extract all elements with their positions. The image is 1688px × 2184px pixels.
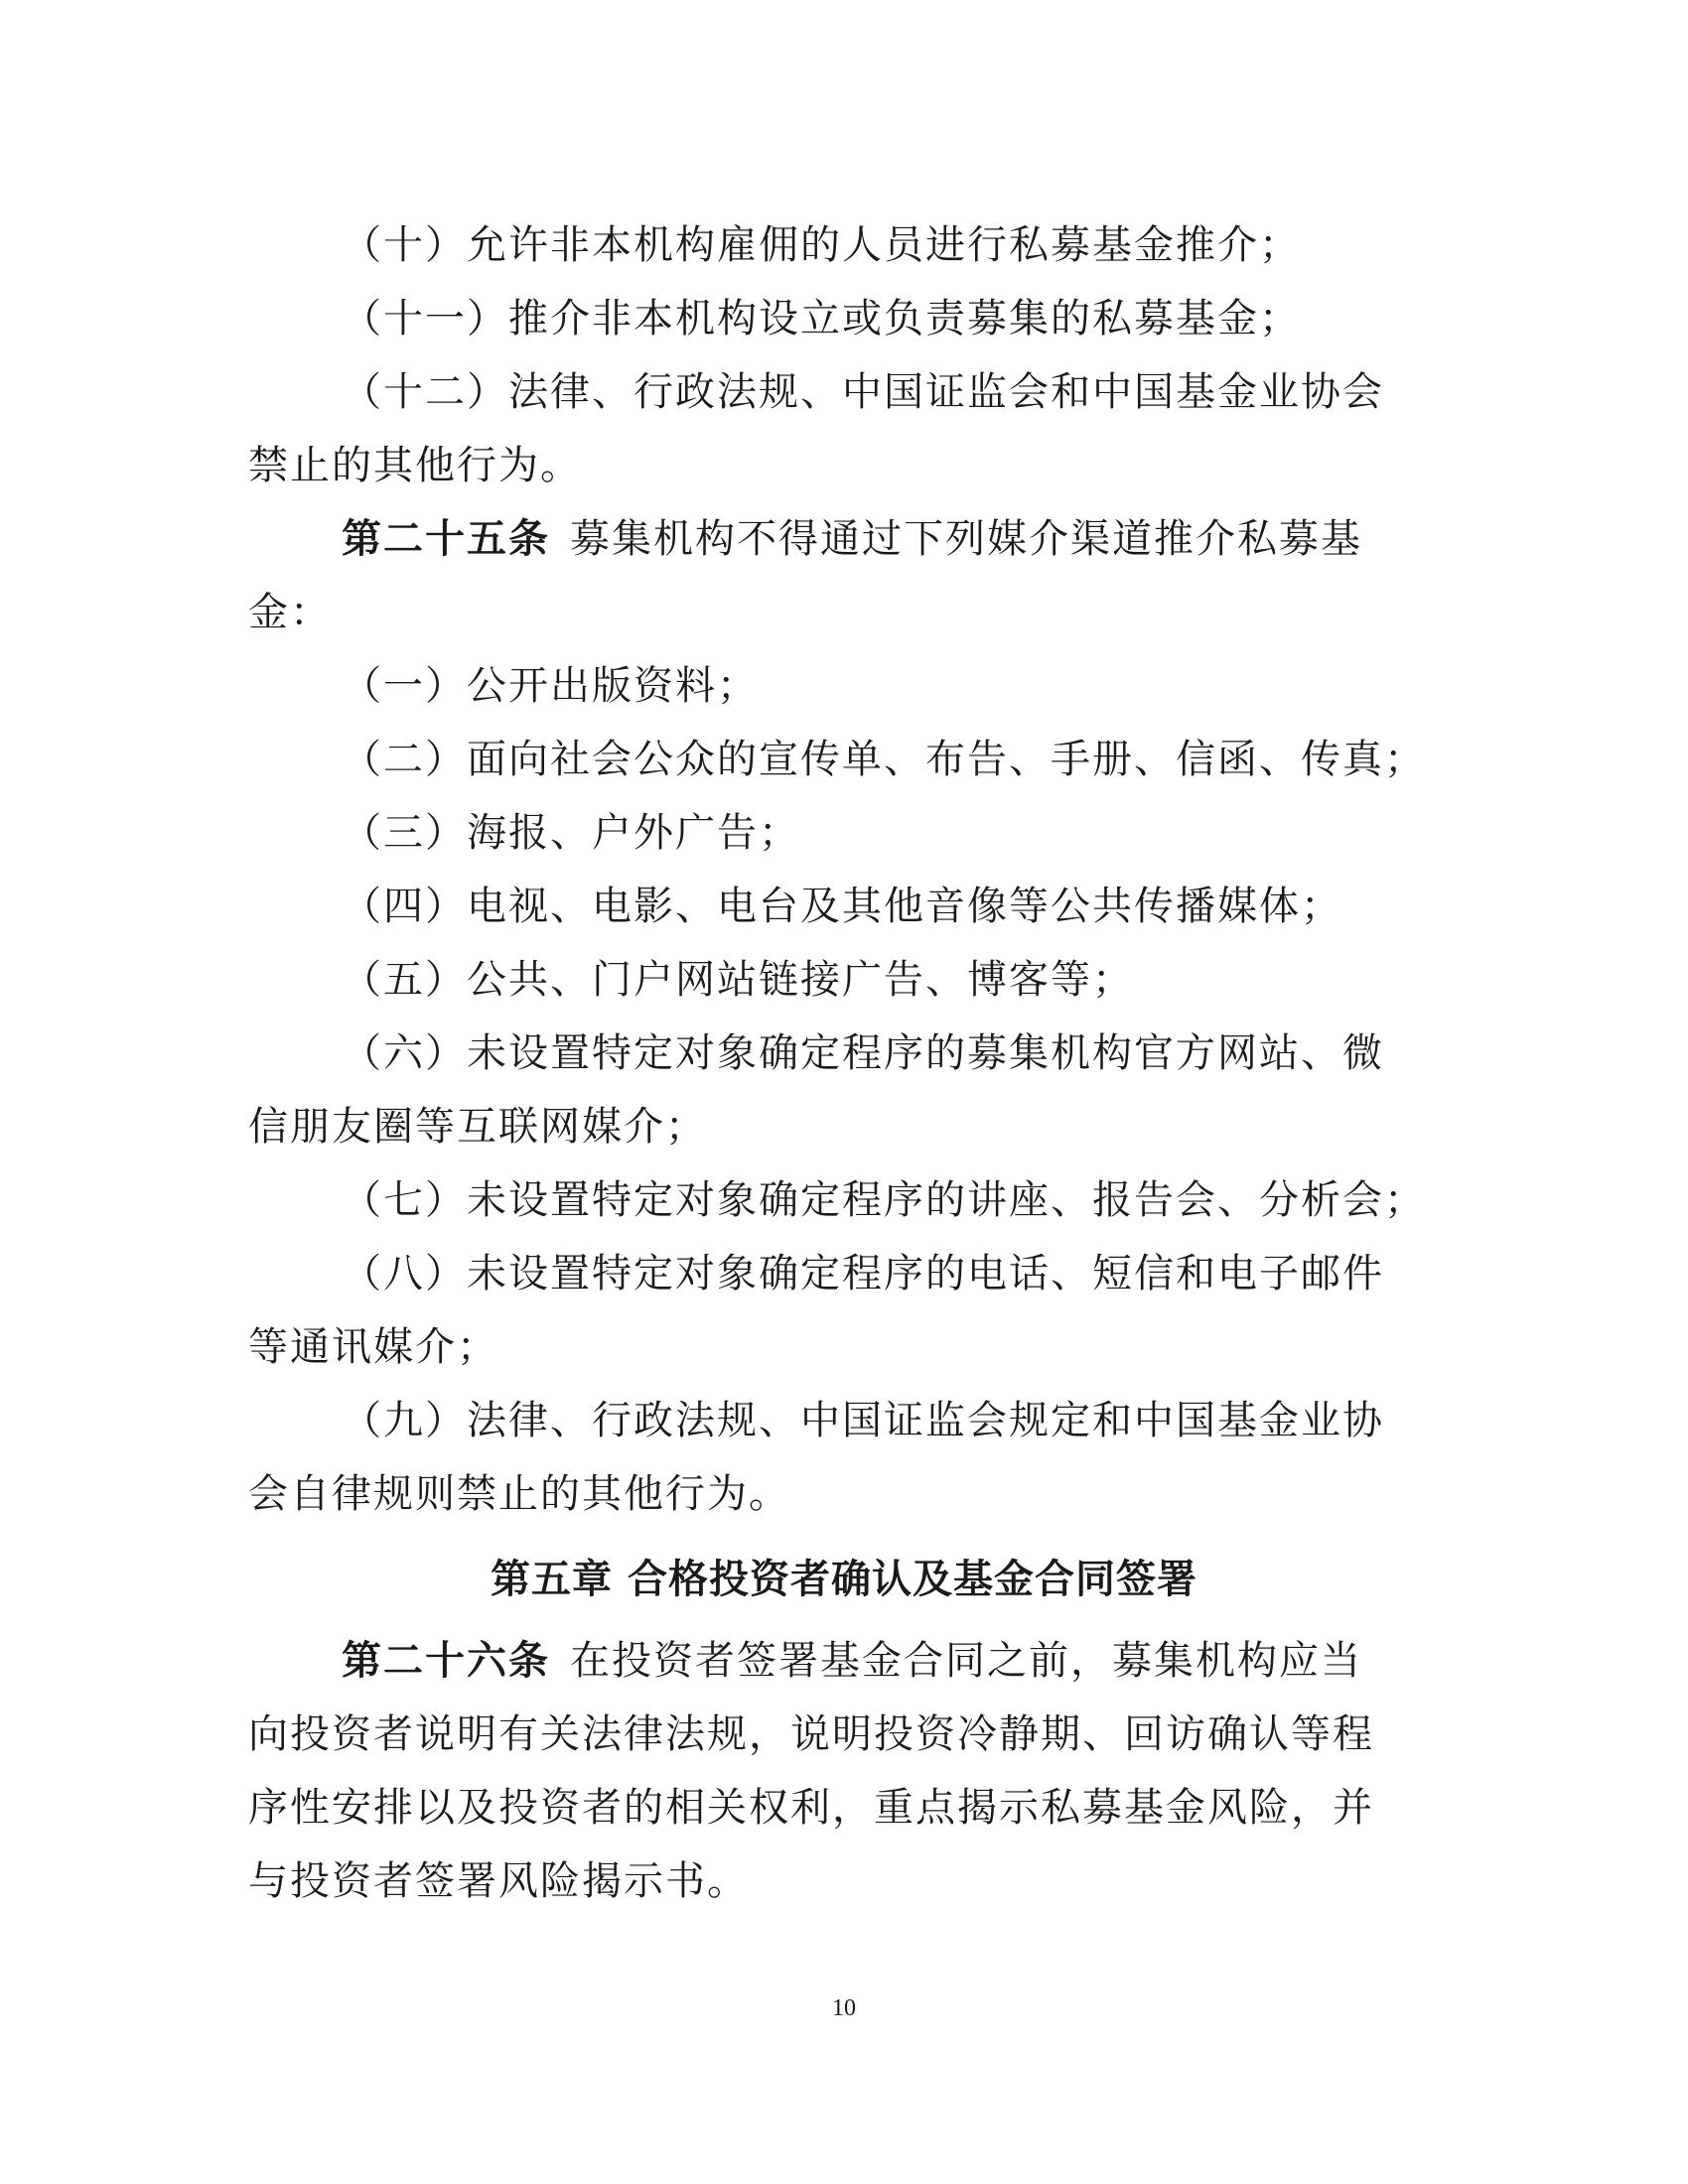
article-25-continued: 金：	[248, 590, 332, 635]
article-26-lead: 在投资者签署基金合同之前，募集机构应当	[570, 1638, 1362, 1684]
document-body	[248, 208, 1440, 1918]
clause-10: （十）允许非本机构雇佣的人员进行私募基金推介；	[342, 222, 1301, 268]
article-26-label: 第二十六条	[342, 1638, 550, 1684]
article-25-item-8: （八）未设置特定对象确定程序的电话、短信和电子邮件	[342, 1251, 1384, 1297]
page-number: 10	[832, 1995, 856, 2021]
article-25-heading	[248, 502, 1440, 576]
article-25-item-1: （一）公开出版资料；	[342, 663, 759, 709]
article-25-label: 第二十五条	[342, 516, 550, 562]
clause-12-continued: 禁止的其他行为。	[248, 443, 582, 488]
clause-11: （十一）推介非本机构设立或负责募集的私募基金；	[342, 296, 1301, 341]
article-25-lead: 募集机构不得通过下列媒介渠道推介私募基	[570, 516, 1362, 562]
chapter-5-title: 第五章 合格投资者确认及基金合同签署	[491, 1557, 1197, 1602]
article-25-item-4: （四）电视、电影、电台及其他音像等公共传播媒体；	[342, 884, 1342, 929]
article-26-line-3: 序性安排以及投资者的相关权利，重点揭示私募基金风险，并	[248, 1785, 1374, 1831]
article-25-item-7: （七）未设置特定对象确定程序的讲座、报告会、分析会；	[342, 1177, 1426, 1223]
article-26-line-2: 向投资者说明有关法律法规，说明投资冷静期、回访确认等程	[248, 1711, 1374, 1757]
article-25-item-5: （五）公共、门户网站链接广告、博客等；	[342, 957, 1134, 1003]
article-25-item-3: （三）海报、户外广告；	[342, 810, 800, 856]
article-25-item-9-continued: 会自律规则禁止的其他行为。	[248, 1471, 790, 1517]
article-25-item-6: （六）未设置特定对象确定程序的募集机构官方网站、微	[342, 1030, 1384, 1076]
article-25-item-8-continued: 等通讯媒介；	[248, 1324, 498, 1370]
article-25-item-6-continued: 信朋友圈等互联网媒介；	[248, 1104, 707, 1150]
article-25-item-2: （二）面向社会公众的宣传单、布告、手册、信函、传真；	[342, 737, 1426, 782]
clause-12: （十二）法律、行政法规、中国证监会和中国基金业协会	[342, 369, 1384, 415]
article-26-heading	[248, 1624, 1440, 1698]
article-26-line-4: 与投资者签署风险揭示书。	[248, 1858, 749, 1904]
article-25-item-9: （九）法律、行政法规、中国证监会规定和中国基金业协	[342, 1398, 1384, 1443]
